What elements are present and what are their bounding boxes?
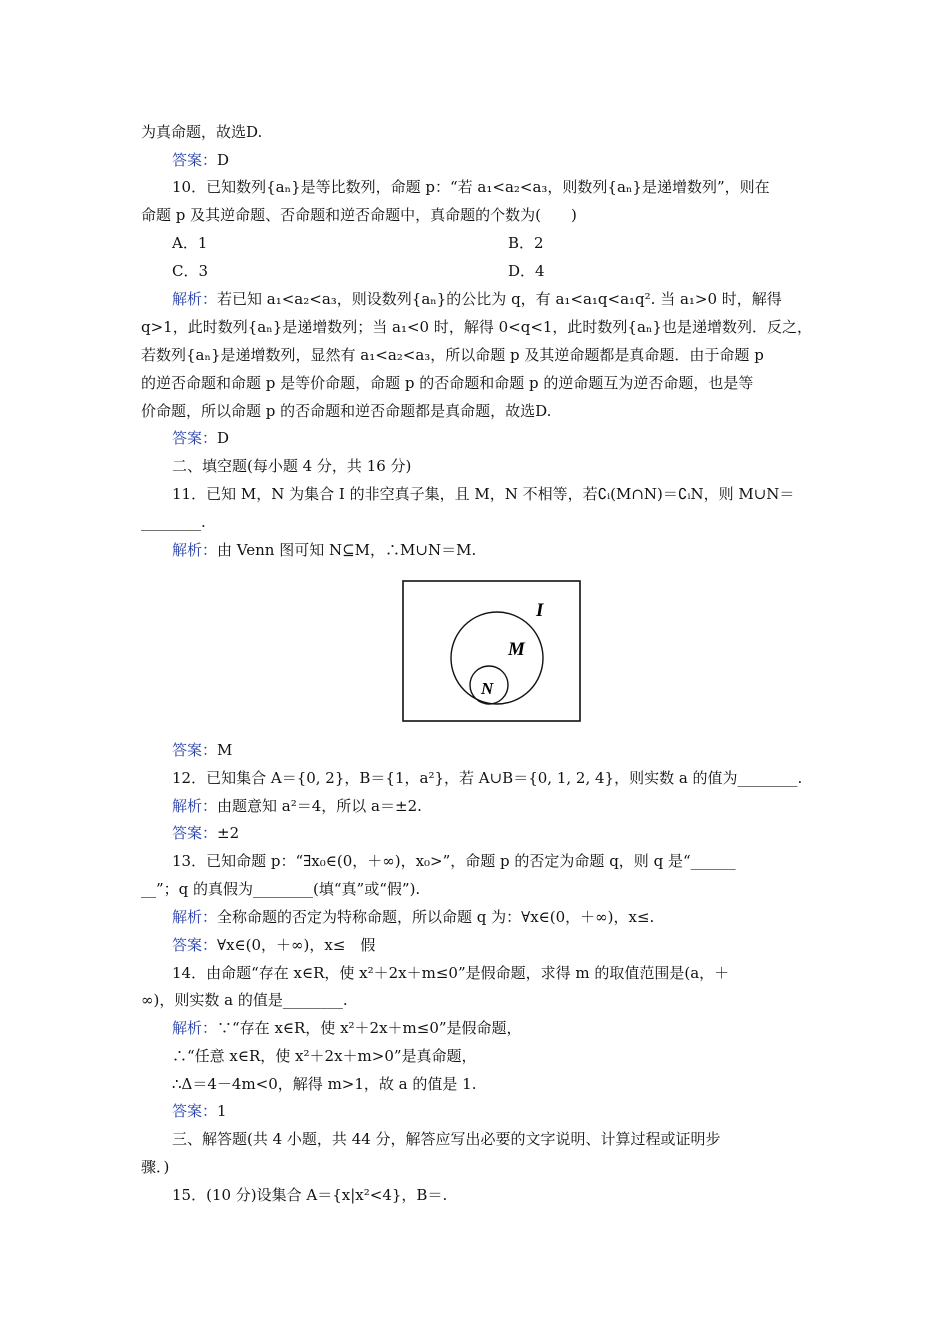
label-i: I xyxy=(536,600,544,621)
question-15-line xyxy=(172,1185,852,1205)
body-text: 的逆否命题和命题 p 是等价命题，命题 p 的否命题和命题 p 的逆命题互为逆否命题，也是等 xyxy=(141,374,754,392)
answer-line xyxy=(172,740,852,760)
body-text: D xyxy=(217,151,230,169)
body-text: ∀x∈(0，＋∞)，x≤ 假 xyxy=(217,936,376,954)
body-text: ∴Δ＝4－4m<0，解得 m>1，故 a 的值是 1. xyxy=(172,1075,477,1093)
label-n: N xyxy=(481,679,494,698)
section-heading xyxy=(172,456,852,476)
section-heading xyxy=(172,1129,852,1149)
body-text: 二、填空题(每小题 4 分，共 16 分) xyxy=(172,457,412,475)
body-text: 为真命题，故选D. xyxy=(141,123,263,141)
option-b: B．2 xyxy=(508,234,544,252)
body-text: 全称命题的否定为特称命题，所以命题 q 为：∀x∈(0，＋∞)，x≤. xyxy=(217,908,655,926)
question-13-line xyxy=(141,879,821,899)
question-10-line xyxy=(141,205,821,225)
label-text: 答案： xyxy=(172,741,218,759)
body-text: 12．已知集合 A＝{0, 2}，B＝{1，a²}，若 A∪B＝{0, 1, 2, 4}，则实数 a 的值为________. xyxy=(172,769,803,787)
body-text: __”；q 的真假为________(填“真”或“假”). xyxy=(141,880,421,898)
body-text: 1 xyxy=(217,1102,227,1120)
label-text: 解析： xyxy=(172,1019,218,1037)
question-11-line xyxy=(141,512,821,532)
body-text: q>1，此时数列{aₙ}是递增数列；当 a₁<0 时，解得 0<q<1，此时数列{aₙ}也是递增数列．反之， xyxy=(141,318,812,336)
body-text: ±2 xyxy=(217,824,240,842)
body-text: ∞)，则实数 a 的值是________. xyxy=(141,991,348,1009)
body-text: ∴“任意 x∈R，使 x²＋2x＋m>0”是真命题， xyxy=(172,1047,477,1065)
set-m-circle xyxy=(451,612,543,704)
body-text: 由 Venn 图可知 N⊆M，∴M∪N＝M. xyxy=(217,541,477,559)
question-13-line xyxy=(172,851,852,871)
question-14-line xyxy=(141,990,821,1010)
answer-line xyxy=(172,1101,852,1121)
label-text: 解析： xyxy=(172,908,218,926)
text-line xyxy=(141,122,821,142)
label-text: 解析： xyxy=(172,290,218,308)
body-text: 14．由命题“存在 x∈R，使 x²＋2x＋m≤0”是假命题，求得 m 的取值范围是(a，＋ xyxy=(172,964,730,982)
solution-line xyxy=(141,373,821,393)
answer-line xyxy=(172,823,852,843)
solution-line xyxy=(172,1074,852,1094)
label-text: 答案： xyxy=(172,429,218,447)
question-14-line xyxy=(172,963,852,983)
body-text: 三、解答题(共 4 小题，共 44 分，解答应写出必要的文字说明、计算过程或证明步 xyxy=(172,1130,721,1148)
solution-line xyxy=(141,401,821,421)
body-text: 若已知 a₁<a₂<a₃，则设数列{aₙ}的公比为 q，有 a₁<a₁q<a₁q². 当 a₁>0 时，解得 xyxy=(217,290,782,308)
question-12-line xyxy=(172,768,852,788)
section-heading xyxy=(141,1157,821,1177)
label-text: 答案： xyxy=(172,151,218,169)
venn-diagram xyxy=(402,580,582,722)
solution-line xyxy=(172,289,852,309)
body-text: 13．已知命题 p：“∃x₀∈(0，＋∞)，x₀>”，命题 p 的否定为命题 q，则 q 是“______ xyxy=(172,852,736,870)
option-d: D．4 xyxy=(508,262,545,280)
body-text: D xyxy=(217,429,230,447)
body-text: 骤．) xyxy=(141,1158,170,1176)
body-text: 由题意知 a²＝4，所以 a＝±2. xyxy=(217,797,422,815)
solution-line xyxy=(141,317,821,337)
body-text: 若数列{aₙ}是递增数列，显然有 a₁<a₂<a₃，所以命题 p 及其逆命题都是真命题．由于命题 p xyxy=(141,346,764,364)
label-m: M xyxy=(508,639,525,660)
label-text: 解析： xyxy=(172,541,218,559)
body-text: 命题 p 及其逆命题、否命题和逆否命题中，真命题的个数为( ) xyxy=(141,206,577,224)
body-text: M xyxy=(217,741,233,759)
solution-line xyxy=(172,1018,852,1038)
label-text: 答案： xyxy=(172,1102,218,1120)
solution-line xyxy=(172,796,852,816)
universal-set-box xyxy=(403,581,580,721)
option-a: A．1 xyxy=(172,234,208,252)
solution-line xyxy=(172,907,852,927)
body-text: 10．已知数列{aₙ}是等比数列，命题 p：“若 a₁<a₂<a₃，则数列{aₙ}是递增数列”，则在 xyxy=(172,178,770,196)
body-text: 价命题，所以命题 p 的否命题和逆否命题都是真命题，故选D. xyxy=(141,402,552,420)
label-text: 答案： xyxy=(172,824,218,842)
question-10-line xyxy=(172,177,852,197)
solution-line xyxy=(172,1046,852,1066)
answer-line xyxy=(172,428,852,448)
body-text: ∵“存在 x∈R，使 x²＋2x＋m≤0”是假命题， xyxy=(217,1019,522,1037)
answer-line xyxy=(172,935,852,955)
question-11-line xyxy=(172,484,852,504)
solution-line xyxy=(141,345,821,365)
option-c: C．3 xyxy=(172,262,209,280)
label-text: 解析： xyxy=(172,797,218,815)
answer-line xyxy=(172,150,852,170)
solution-line xyxy=(172,540,852,560)
body-text: 15．(10 分)设集合 A＝{x|x²<4}，B＝. xyxy=(172,1186,448,1204)
label-text: 答案： xyxy=(172,936,218,954)
body-text: 11．已知 M，N 为集合 I 的非空真子集，且 M，N 不相等，若∁ᵢ(M∩N)＝∁ᵢN，则 M∪N＝ xyxy=(172,485,795,503)
body-text: ________. xyxy=(141,513,206,531)
